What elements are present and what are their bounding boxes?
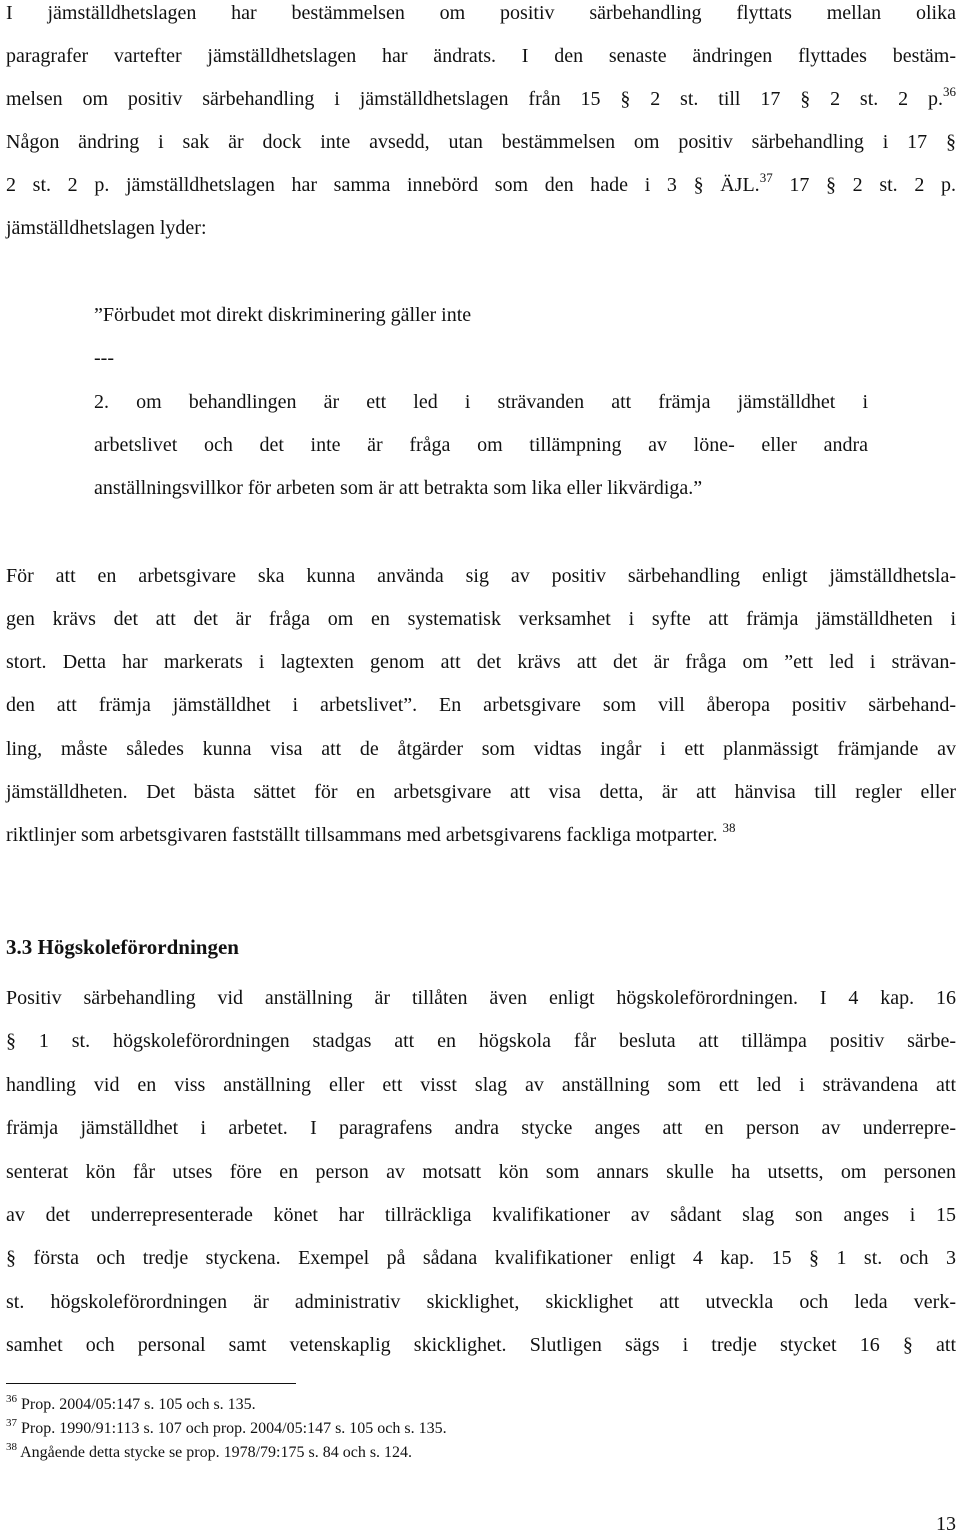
paragraph-1-line-5-text-a: 2 st. 2 p. jämställdhetslagen har samma innebörd som den hade i 3 § ÄJL. [6,174,760,196]
footnote-36 [6,1395,256,1415]
paragraph-2-line-7 [6,822,956,848]
paragraph-3-line-3: handling vid en viss anställning eller ett visst slag av anställning som ett led i strävandena att [6,1074,956,1096]
paragraph-2-line-5: ling, måste således kunna visa att de åtgärder som vidtas ingår i ett planmässigt främjande av [6,738,956,760]
paragraph-1-line-3 [6,86,956,112]
paragraph-3-line-4: främja jämställdhet i arbetet. I paragrafens andra stycke anges att en person av underrepre- [6,1117,956,1139]
paragraph-2-line-6: jämställdheten. Det bästa sättet för en arbetsgivare att visa detta, är att hänvisa till regler eller [6,781,956,803]
paragraph-1-line-5 [6,172,956,198]
paragraph-3-line-8: st. högskoleförordningen är administrativ skicklighet, skicklighet att utveckla och leda verk- [6,1291,956,1313]
quote-line-2: --- [94,347,114,369]
quote-line-1: ”Förbudet mot direkt diskriminering gäller inte [94,304,472,326]
paragraph-3-line-5: senterat kön får utses före en person av motsatt kön som annars skulle ha utsetts, om personen [6,1161,956,1183]
quote-line-3: 2. om behandlingen är ett led i strävanden att främja jämställdhet i [94,391,868,413]
footnote-38 [6,1443,412,1463]
footnote-text-36: Prop. 2004/05:147 s. 105 och s. 135. [21,1396,256,1413]
page-number: 13 [936,1513,956,1535]
footnote-divider [6,1383,296,1384]
quote-line-4: arbetslivet och det inte är fråga om tillämpning av löne- eller andra [94,434,868,456]
paragraph-1-line-1: I jämställdhetslagen har bestämmelsen om positiv särbehandling flyttats mellan olika [6,2,956,24]
paragraph-2-line-3: stort. Detta har markerats i lagtexten genom att det krävs att det är fråga om ”ett led i strävan- [6,651,956,673]
paragraph-2-line-1: För att en arbetsgivare ska kunna använda sig av positiv särbehandling enligt jämställdhetsla- [6,565,956,587]
footnote-text-38: Angående detta stycke se prop. 1978/79:175 s. 84 och s. 124. [20,1444,413,1461]
paragraph-3-line-7: § första och tredje styckena. Exempel på sådana kvalifikationer enligt 4 kap. 15 § 1 st. och 3 [6,1247,956,1269]
footnote-number-38: 38 [6,1441,17,1453]
section-heading: 3.3 Högskoleförordningen [6,935,239,959]
paragraph-1-line-2: paragrafer vartefter jämställdhetslagen har ändrats. I den senaste ändringen flyttades bestäm- [6,45,956,67]
paragraph-1-line-6: jämställdhetslagen lyder: [6,217,207,239]
paragraph-2-line-2: gen krävs det att det är fråga om en systematisk verksamhet i syfte att främja jämställdheten i [6,608,956,630]
footnote-ref-37[interactable]: 37 [759,170,773,185]
paragraph-3-line-1: Positiv särbehandling vid anställning är tillåten även enligt högskoleförordningen. I 4 kap. 16 [6,987,956,1009]
footnote-text-37: Prop. 1990/91:113 s. 107 och prop. 2004/05:147 s. 105 och s. 135. [21,1420,447,1437]
paragraph-3-line-2: § 1 st. högskoleförordningen stadgas att en högskola får besluta att tillämpa positiv särbe- [6,1030,956,1052]
quote-line-5: anställningsvillkor för arbeten som är att betrakta som lika eller likvärdiga.” [94,477,703,499]
paragraph-1-line-3-text: melsen om positiv särbehandling i jämställdhetslagen från 15 § 2 st. till 17 § 2 st. 2 p. [6,88,943,110]
footnote-number-36: 36 [6,1393,17,1405]
paragraph-3-line-9: samhet och personal samt vetenskaplig skicklighet. Slutligen sägs i tredje stycket 16 § att [6,1334,956,1356]
footnote-number-37: 37 [6,1417,17,1429]
paragraph-2-line-4: den att främja jämställdhet i arbetslivet”. En arbetsgivare som vill åberopa positiv särbehand- [6,694,956,716]
paragraph-1-line-4: Någon ändring i sak är dock inte avsedd, utan bestämmelsen om positiv särbehandling i 17 § [6,131,956,153]
footnote-ref-36[interactable]: 36 [943,84,956,99]
footnote-37 [6,1419,447,1439]
footnote-ref-38[interactable]: 38 [722,820,736,835]
paragraph-1-line-5-text-b: 17 § 2 st. 2 p. [772,174,956,196]
paragraph-2-line-7-text: riktlinjer som arbetsgivaren fastställt tillsammans med arbetsgivarens fackliga motparter. [6,824,718,846]
paragraph-3-line-6: av det underrepresenterade könet har tillräckliga kvalifikationer av sådant slag son anges i 15 [6,1204,956,1226]
